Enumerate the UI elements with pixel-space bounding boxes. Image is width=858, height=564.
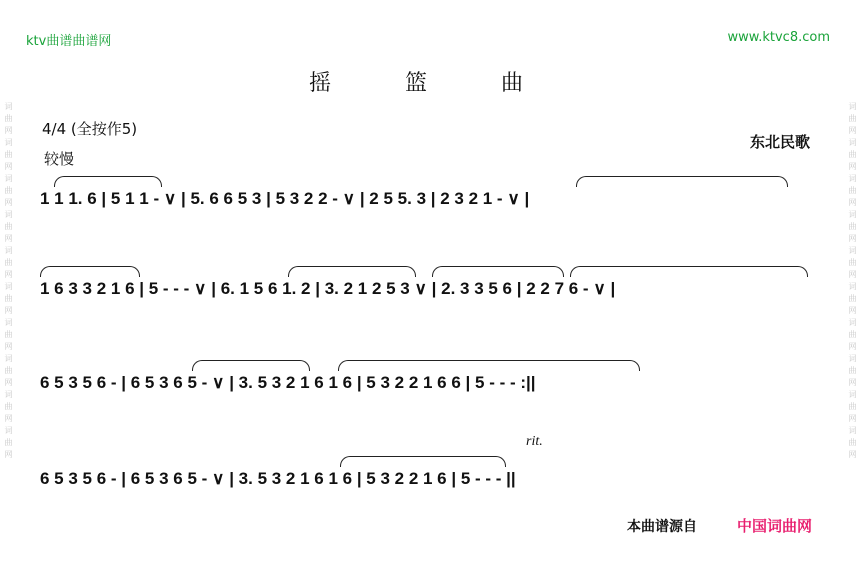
slur	[576, 176, 788, 187]
origin-label: 东北民歌	[749, 133, 810, 151]
notation-line: 1 1 1. 6 | 5 1 1 - ∨ | 5. 6 6 5 3 | 5 3 2 2 - ∨ | 2 5 5. 3 | 2 3 2 1 - ∨ |	[40, 189, 530, 208]
notation-line: 6 5 3 5 6 - | 6 5 3 6 5 - ∨ | 3. 5 3 2 1 6 1 6 | 5 3 2 2 1 6 6 | 5 - - - :||	[40, 373, 536, 392]
time-signature: 4/4 (全按作5)	[42, 120, 138, 138]
staff-row-2	[40, 272, 820, 306]
watermark-right: www.ktvc8.com	[727, 30, 830, 45]
side-watermark-left: 词曲网词曲网词曲网词曲网词曲网词曲网词曲网词曲网词曲网词曲网	[4, 102, 13, 462]
score-title: 摇 篮 曲	[308, 71, 549, 96]
watermark-left: ktv曲谱曲谱网	[26, 34, 112, 49]
notation-line: 6 5 3 5 6 - | 6 5 3 6 5 - ∨ | 3. 5 3 2 1 6 1 6 | 5 3 2 2 1 6 | 5 - - - ||	[40, 469, 516, 488]
tempo-marking: 较慢	[44, 150, 75, 168]
notation-line: 1 6 3 3 2 1 6 | 5 - - - ∨ | 6. 1 5 6 1. 2 | 3. 2 1 2 5 3 ∨ | 2. 3 3 5 6 | 2 2 7 6 - ∨ |	[40, 279, 616, 298]
staff-row-4	[40, 462, 820, 496]
side-watermark-right: 词曲网词曲网词曲网词曲网词曲网词曲网词曲网词曲网词曲网词曲网	[848, 102, 857, 462]
rit-marking: rit.	[526, 434, 543, 449]
staff-row-3	[40, 366, 820, 400]
staff-row-1	[40, 182, 820, 216]
credit-site[interactable]: 中国词曲网	[737, 517, 813, 535]
credit-label: 本曲谱源自	[627, 519, 697, 535]
